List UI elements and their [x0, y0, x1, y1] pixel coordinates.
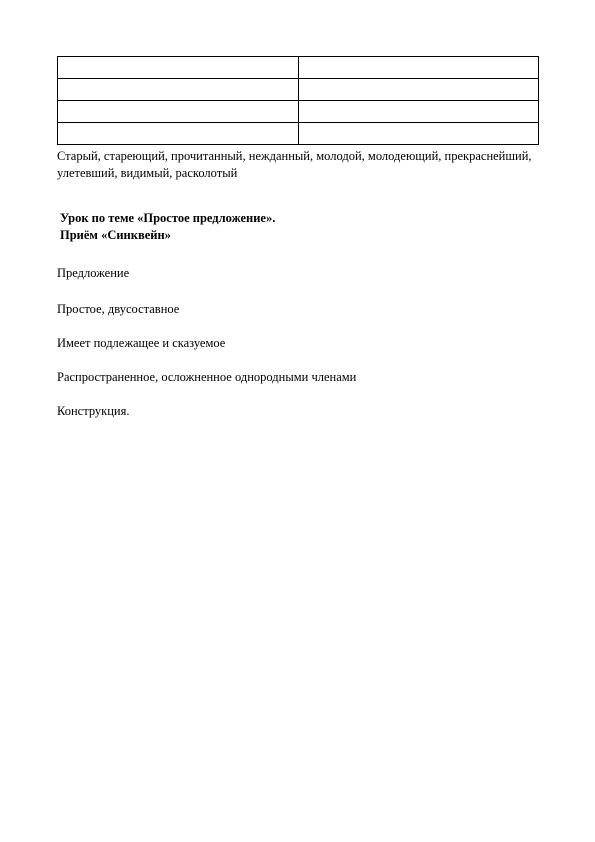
lesson-technique: Приём «Синквейн» [60, 228, 171, 242]
table-row [58, 123, 539, 145]
word-list-paragraph: Старый, стареющий, прочитанный, нежданный, молодой, молодеющий, прекраснейший, улетевший, видимый, расколотый [57, 149, 532, 180]
table-cell [58, 123, 299, 145]
lesson-title: Урок по теме «Простое предложение». [60, 211, 276, 225]
cinquain-line-5: Конструкция. [57, 404, 130, 418]
table-cell [298, 79, 539, 101]
cinquain-line-4: Распространенное, осложненное однородными членами [57, 370, 357, 384]
cinquain-line-3: Имеет подлежащее и сказуемое [57, 336, 226, 350]
table-cell [298, 123, 539, 145]
cinquain-line-2: Простое, двусоставное [57, 302, 180, 316]
table-cell [58, 57, 299, 79]
empty-table [57, 56, 539, 145]
table-row [58, 101, 539, 123]
table-row [58, 79, 539, 101]
table-cell [58, 101, 299, 123]
table-cell [298, 57, 539, 79]
table-cell [58, 79, 299, 101]
table-row [58, 57, 539, 79]
table-cell [298, 101, 539, 123]
cinquain-line-1: Предложение [57, 266, 130, 280]
lesson-heading [60, 210, 275, 244]
